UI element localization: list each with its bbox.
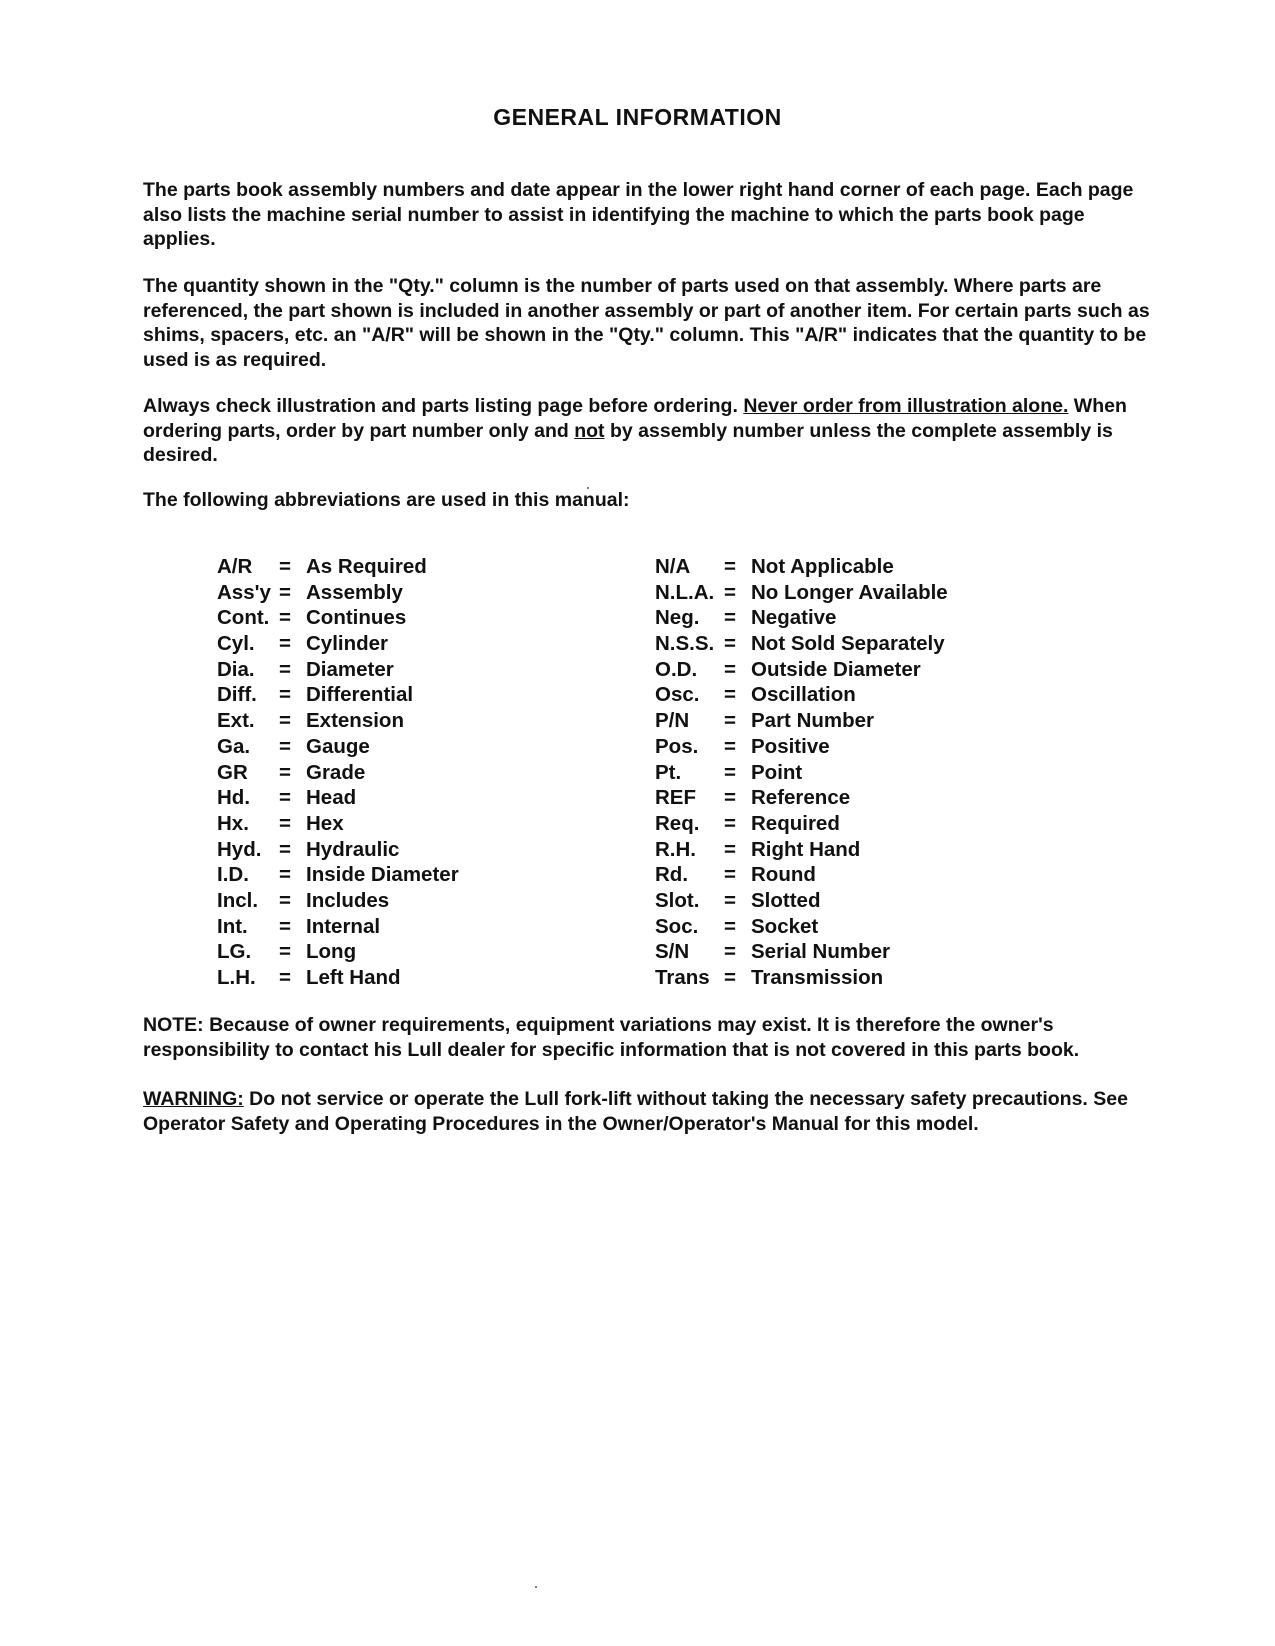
abbreviation-row (217, 683, 547, 709)
abbreviation-term: Int. (217, 914, 248, 938)
abbreviation-term: Osc. (655, 683, 700, 707)
abbreviation-row (217, 709, 547, 735)
abbreviation-row (655, 683, 985, 709)
warning-text: Do not service or operate the Lull fork-lift without taking the necessary safety precautions. See Operator Safety and Operating Procedures in the Owner/Operator's Manual for this model. (143, 1088, 1128, 1135)
abbreviation-row (217, 761, 547, 787)
equals-sign: = (724, 683, 736, 707)
abbreviation-meaning: As Required (306, 555, 427, 578)
abbreviation-term: Hx. (217, 811, 249, 835)
paragraph-quantity: The quantity shown in the "Qty." column is the number of parts used on that assembly. Where parts are referenced, the part shown is included in another assembly or part of another item. For certain parts such as shims, spacers, etc. an "A/R" will be shown in the "Qty." column. This "A/R" indicates that the quantity to be used is as required. (143, 275, 1150, 371)
abbreviation-term: LG. (217, 940, 252, 964)
abbreviation-term: Dia. (217, 657, 255, 681)
equals-sign: = (279, 580, 291, 604)
abbreviation-row (217, 838, 547, 864)
equals-sign: = (724, 760, 736, 784)
abbreviation-term: P/N (655, 709, 690, 733)
abbreviation-meaning: Point (751, 760, 803, 784)
abbreviation-term: N.L.A. (655, 580, 715, 604)
abbreviation-term: A/R (217, 555, 253, 578)
abbreviation-row (217, 966, 547, 992)
abbreviation-row (217, 812, 547, 838)
abbreviation-row (655, 761, 985, 787)
abbreviation-meaning: No Longer Available (751, 580, 948, 604)
abbreviation-meaning: Inside Diameter (306, 863, 459, 887)
abbreviation-row (655, 632, 985, 658)
abbreviation-row (655, 915, 985, 941)
abbreviation-meaning: Assembly (306, 580, 403, 604)
abbreviation-row (655, 966, 985, 992)
abbreviation-term: Hyd. (217, 837, 262, 861)
abbreviation-row (217, 786, 547, 812)
abbreviation-meaning: Required (751, 811, 840, 835)
abbreviation-term: REF (655, 786, 696, 810)
abbreviation-term: N.S.S. (655, 632, 715, 656)
abbreviation-term: Pt. (655, 760, 682, 784)
equals-sign: = (279, 786, 291, 810)
scan-speck (587, 487, 589, 489)
equals-sign: = (724, 966, 736, 989)
abbreviation-term: Req. (655, 811, 700, 835)
abbreviation-meaning: Socket (751, 914, 819, 938)
equals-sign: = (724, 863, 736, 887)
abbreviation-meaning: Includes (306, 888, 390, 912)
abbreviation-row (217, 555, 547, 581)
abbreviation-term: Incl. (217, 888, 259, 912)
equals-sign: = (279, 863, 291, 887)
abbreviation-term: Diff. (217, 683, 257, 707)
abbreviation-term: Ga. (217, 734, 251, 758)
equals-sign: = (279, 632, 291, 656)
equals-sign: = (724, 811, 736, 835)
equals-sign: = (279, 683, 291, 707)
abbreviation-meaning: Serial Number (751, 940, 890, 964)
warning-paragraph (143, 1087, 1153, 1136)
abbreviation-row (655, 889, 985, 915)
equals-sign: = (724, 709, 736, 733)
abbreviation-term: I.D. (217, 863, 249, 887)
ordering-text-c: When ordering parts, order by part number only and (143, 395, 1127, 442)
abbreviation-meaning: Negative (751, 606, 837, 630)
abbreviation-row (655, 606, 985, 632)
abbreviation-row (655, 709, 985, 735)
paragraph-abbreviations-intro: The following abbreviations are used in this manual: (143, 489, 630, 511)
abbreviation-row (655, 658, 985, 684)
equals-sign: = (279, 606, 291, 630)
abbreviation-term: Hd. (217, 786, 251, 810)
equals-sign: = (724, 606, 736, 630)
abbreviation-row (217, 632, 547, 658)
abbreviation-term: R.H. (655, 837, 696, 861)
abbreviation-row (655, 735, 985, 761)
equals-sign: = (279, 914, 291, 938)
abbreviations-right-column (655, 555, 985, 992)
abbreviation-row (217, 735, 547, 761)
abbreviation-meaning: Part Number (751, 709, 875, 733)
paragraph-ordering (143, 394, 1153, 468)
abbreviation-term: Ass'y (217, 580, 271, 604)
abbreviation-row (217, 915, 547, 941)
equals-sign: = (279, 657, 291, 681)
equals-sign: = (279, 734, 291, 758)
abbreviation-meaning: Round (751, 863, 816, 887)
equals-sign: = (724, 837, 736, 861)
abbreviation-term: Pos. (655, 734, 699, 758)
abbreviation-meaning: Head (306, 786, 357, 810)
paragraph-assembly-numbers: The parts book assembly numbers and date appear in the lower right hand corner of each page. Each page also lists the machine serial number to assist in identifying the machine to which the parts book page applies. (143, 179, 1134, 250)
abbreviation-row (217, 940, 547, 966)
abbreviations-left-column (217, 555, 547, 992)
equals-sign: = (279, 940, 291, 964)
abbreviation-meaning: Reference (751, 786, 851, 810)
equals-sign: = (279, 888, 291, 912)
abbreviation-row (217, 606, 547, 632)
abbreviation-row (655, 555, 985, 581)
abbreviation-meaning: Gauge (306, 734, 370, 758)
warning-label: WARNING: (143, 1088, 244, 1110)
abbreviation-row (217, 581, 547, 607)
abbreviation-term: Neg. (655, 606, 700, 630)
abbreviation-term: S/N (655, 940, 690, 964)
equals-sign: = (279, 966, 291, 989)
abbreviation-term: O.D. (655, 657, 698, 681)
equals-sign: = (724, 734, 736, 758)
note-paragraph: NOTE: Because of owner requirements, equipment variations may exist. It is therefore the owner's responsibility to contact his Lull dealer for specific information that is not covered in this parts book. (143, 1014, 1080, 1061)
abbreviation-meaning: Oscillation (751, 683, 856, 707)
abbreviation-meaning: Outside Diameter (751, 657, 921, 681)
abbreviation-row (655, 838, 985, 864)
ordering-emphasis-not: not (574, 419, 605, 442)
abbreviation-row (655, 940, 985, 966)
abbreviation-term: Slot. (655, 888, 700, 912)
abbreviation-row (655, 812, 985, 838)
abbreviation-term: Cont. (217, 606, 270, 630)
abbreviation-meaning: Hex (306, 811, 344, 835)
abbreviation-meaning: Not Sold Separately (751, 632, 945, 656)
abbreviation-row (217, 863, 547, 889)
equals-sign: = (724, 888, 736, 912)
scan-speck (535, 1586, 537, 1588)
abbreviation-meaning: Continues (306, 606, 407, 630)
abbreviation-term: Rd. (655, 863, 689, 887)
ordering-emphasis-never-order: Never order from illustration alone. (743, 395, 1069, 417)
equals-sign: = (724, 632, 736, 656)
equals-sign: = (724, 940, 736, 964)
abbreviation-row (217, 889, 547, 915)
abbreviation-meaning: Right Hand (751, 837, 861, 861)
abbreviation-meaning: Slotted (751, 888, 821, 912)
abbreviation-meaning: Diameter (306, 657, 394, 681)
abbreviation-meaning: Differential (306, 683, 414, 707)
equals-sign: = (724, 580, 736, 604)
equals-sign: = (279, 709, 291, 733)
abbreviation-meaning: Positive (751, 734, 830, 758)
abbreviation-meaning: Left Hand (306, 966, 401, 989)
equals-sign: = (724, 555, 736, 578)
equals-sign: = (724, 657, 736, 681)
abbreviation-row (655, 863, 985, 889)
abbreviation-term: Cyl. (217, 632, 255, 656)
abbreviation-meaning: Grade (306, 760, 366, 784)
ordering-text-a: Always check illustration and parts listing page before ordering. (143, 395, 744, 417)
abbreviation-row (655, 581, 985, 607)
page-title: GENERAL INFORMATION (493, 104, 782, 130)
equals-sign: = (279, 837, 291, 861)
equals-sign: = (279, 555, 291, 578)
equals-sign: = (279, 811, 291, 835)
abbreviation-meaning: Not Applicable (751, 555, 894, 578)
abbreviation-meaning: Extension (306, 709, 404, 733)
abbreviation-term: L.H. (217, 966, 256, 989)
abbreviation-term: GR (217, 760, 248, 784)
abbreviation-term: N/A (655, 555, 691, 578)
abbreviation-term: Soc. (655, 914, 699, 938)
abbreviation-meaning: Internal (306, 914, 381, 938)
abbreviation-term: Trans (655, 966, 710, 989)
equals-sign: = (279, 760, 291, 784)
abbreviation-meaning: Hydraulic (306, 837, 400, 861)
ordering-text-e: by assembly number unless the complete assembly is desired. (143, 419, 1113, 466)
abbreviation-row (655, 786, 985, 812)
abbreviation-meaning: Long (306, 940, 357, 964)
equals-sign: = (724, 786, 736, 810)
abbreviation-row (217, 658, 547, 684)
equals-sign: = (724, 914, 736, 938)
abbreviation-term: Ext. (217, 709, 255, 733)
abbreviation-meaning: Cylinder (306, 632, 389, 656)
abbreviation-meaning: Transmission (751, 966, 884, 989)
